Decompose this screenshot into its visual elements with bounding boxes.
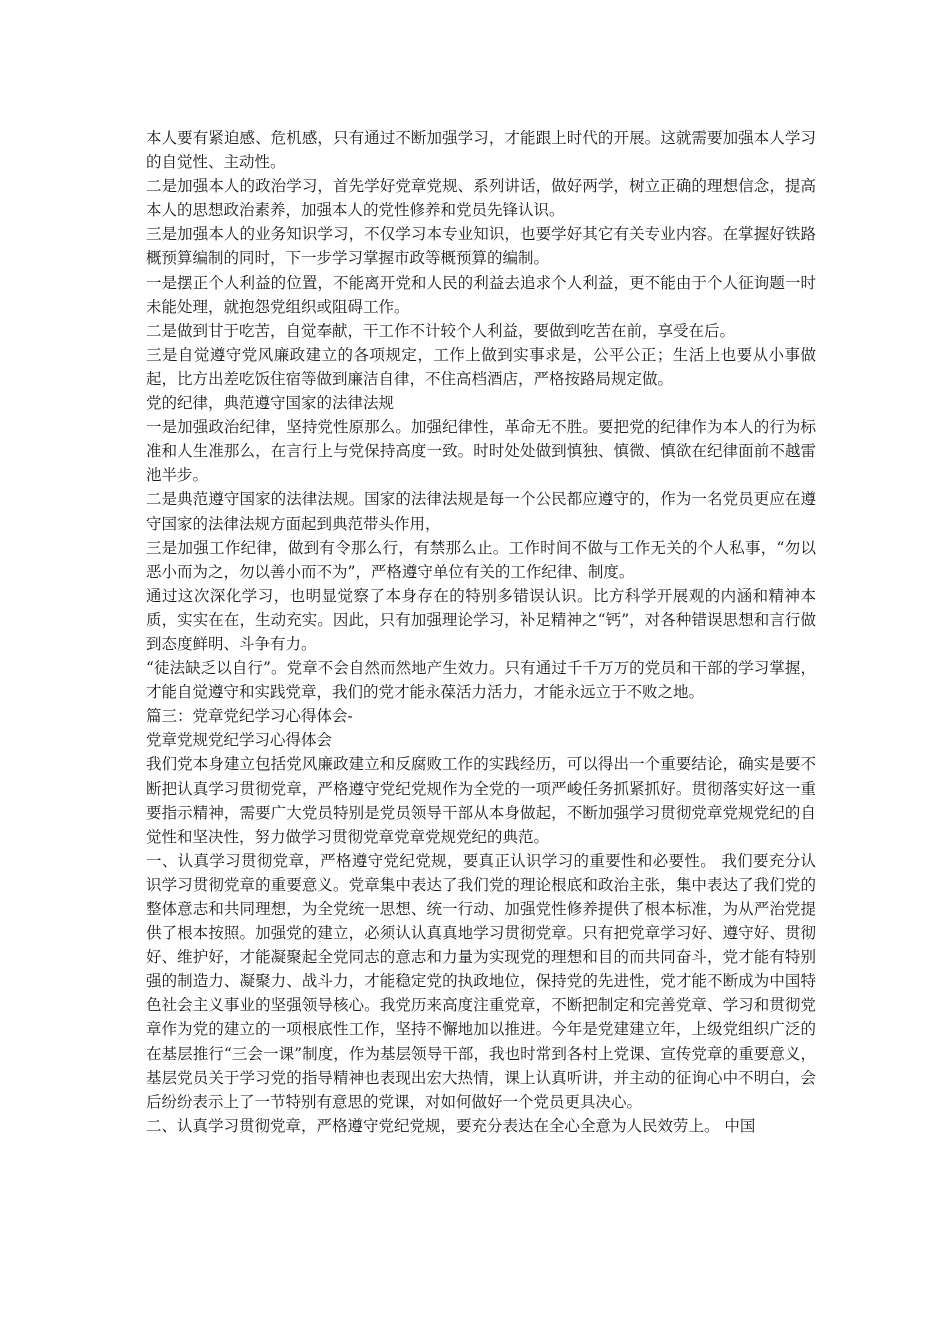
paragraph-15: 我们党本身建立包括党风廉政建立和反腐败工作的实践经历，可以得出一个重要结论，确实是要不断把认真学习贯彻党章，严格遵守党纪党规作为全党的一项严峻任务抓紧抓好。贯彻落实好这一重要指示精神，需要广大党员特别是党员领导干部从本身做起，不断加强学习贯彻党章党规党纪的自觉性和坚决性，努力做学习贯彻党章党章党规党纪的典范。 (146, 755, 816, 846)
section-heading-discipline: 党的纪律，典范遵守国家的法律法规 (146, 394, 395, 413)
paragraph-3: 三是加强本人的业务知识学习，不仅学习本专业知识，也要学好其它有关专业内容。在掌握好铁路概预算编制的同时，下一步学习掌握市政等概预算的编制。 (146, 225, 816, 268)
paragraph-5: 二是做到甘于吃苦，自觉奉献，干工作不计较个人利益，要做到吃苦在前，享受在后。 (146, 321, 736, 340)
document-body (146, 126, 816, 1138)
paragraph-9: 二是典范遵守国家的法律法规。国家的法律法规是每一个公民都应遵守的，作为一名党员更应在遵守国家的法律法规方面起到典范带头作用， (146, 490, 816, 533)
paragraph-6: 三是自觉遵守党风廉政建立的各项规定，工作上做到实事求是，公平公正；生活上也要从小事做起，比方出差吃饭住宿等做到廉洁自律，不住高档酒店，严格按路局规定做。 (146, 345, 816, 388)
paragraph-4: 一是摆正个人利益的位置，不能离开党和人民的利益去追求个人利益，更不能由于个人征询题一时未能处理，就抱怨党组织或阻碍工作。 (146, 273, 816, 316)
paragraph-8: 一是加强政治纪律，坚持党性原那么。加强纪律性，革命无不胜。要把党的纪律作为本人的行为标准和人生准那么，在言行上与党保持高度一致。时时处处做到慎独、慎微、慎欲在纪律面前不越雷池半步。 (146, 418, 816, 485)
paragraph-10: 三是加强工作纪律，做到有令那么行，有禁那么止。工作时间不做与工作无关的个人私事，“勿以恶小而为之，勿以善小而不为”，严格遵守单位有关的工作纪律、制度。 (146, 538, 816, 581)
paragraph-2: 二是加强本人的政治学习，首先学好党章党规、系列讲话，做好两学，树立正确的理想信念，提高本人的思想政治素养，加强本人的党性修养和党员先锋认识。 (146, 177, 816, 220)
paragraph-12: “徒法缺乏以自行”。党章不会自然而然地产生效力。只有通过千千万万的党员和干部的学习掌握，才能自觉遵守和实践党章，我们的党才能永葆活力活力，才能永远立于不败之地。 (146, 659, 816, 702)
chapter-subtitle: 党章党规党纪学习心得体会 (146, 731, 333, 750)
paragraph-11: 通过这次深化学习，也明显觉察了本身存在的特别多错误认识。比方科学开展观的内涵和精神本质，实实在在，生动充实。因此，只有加强理论学习，补足精神之“钙”，对各种错误思想和言行做到态度鲜明、斗争有力。 (146, 586, 816, 653)
chapter-heading-part-three: 篇三：党章党纪学习心得体会- (146, 707, 353, 726)
paragraph-16: 一、认真学习贯彻党章，严格遵守党纪党规，要真正认识学习的重要性和必要性。 我们要充分认识学习贯彻党章的重要意义。党章集中表达了我们党的理论根底和政治主张，集中表达了我们党的整体意志和共同理想，为全党统一思想、统一行动、加强党性修养提供了根本标准，为从严治党提供了根本按照。加强党的建立，必须认认真真地学习贯彻党章。只有把党章学习好、遵守好、贯彻好、维护好，才能凝聚起全党同志的意志和力量为实现党的理想和目的而共同奋斗，党才能有特别强的制造力、凝聚力、战斗力，才能稳定党的执政地位，保持党的先进性，党才能不断成为中国特色社会主义事业的坚强领导核心。我党历来高度注重党章，不断把制定和完善党章、学习和贯彻党章作为党的建立的一项根底性工作，坚持不懈地加以推进。今年是党建建立年，上级党组织广泛的在基层推行“三会一课”制度，作为基层领导干部，我也时常到各村上党课、宣传党章的重要意义，基层党员关于学习党的指导精神也表现出宏大热情，课上认真听讲，并主动的征询心中不明白，会后纷纷表示上了一节特别有意思的党课，对如何做好一个党员更具决心。 (146, 851, 816, 1111)
paragraph-17: 二、认真学习贯彻党章，严格遵守党纪党规，要充分表达在全心全意为人民效劳上。 中国 (146, 1116, 756, 1135)
paragraph-1: 本人要有紧迫感、危机感，只有通过不断加强学习，才能跟上时代的开展。这就需要加强本人学习的自觉性、主动性。 (146, 129, 816, 172)
